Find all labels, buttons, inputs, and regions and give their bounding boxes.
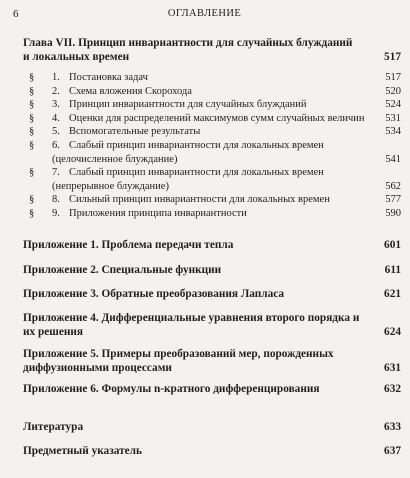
appendix-page: 601 bbox=[384, 239, 401, 251]
appendix-entry[interactable] bbox=[23, 311, 401, 339]
bibliography-page: 633 bbox=[384, 421, 401, 433]
section-sign: § bbox=[29, 139, 35, 151]
page-number: 6 bbox=[13, 8, 19, 20]
section-page: 534 bbox=[385, 126, 401, 138]
section-entry[interactable] bbox=[23, 98, 401, 112]
section-sign: § bbox=[29, 194, 35, 206]
section-page: 577 bbox=[385, 194, 401, 206]
section-page: 520 bbox=[385, 85, 401, 97]
section-title: Схема вложения Скорохода bbox=[69, 85, 192, 97]
section-number: 9. bbox=[52, 207, 60, 219]
section-entry[interactable] bbox=[23, 125, 401, 139]
section-number: 2. bbox=[52, 85, 60, 97]
section-entry[interactable] bbox=[23, 193, 401, 207]
section-entry[interactable] bbox=[23, 166, 401, 193]
section-sign: § bbox=[29, 85, 35, 97]
section-title: Приложения принципа инвариантности bbox=[69, 207, 247, 219]
section-entry[interactable] bbox=[23, 71, 401, 85]
page-header bbox=[13, 8, 396, 22]
section-page: 517 bbox=[385, 72, 401, 83]
section-sign: § bbox=[29, 112, 35, 124]
section-number: 6. bbox=[52, 139, 60, 151]
bibliography-entry[interactable] bbox=[23, 420, 401, 434]
section-title: Оценки для распределений максимумов сумм случайных величин bbox=[69, 112, 365, 124]
appendix-title: Приложение 6. Формулы n-кратного дифференцирования bbox=[23, 383, 320, 395]
section-entry[interactable] bbox=[23, 207, 401, 221]
section-title: Сильный принцип инвариантности для локальных времен bbox=[69, 194, 330, 206]
section-sign: § bbox=[29, 167, 35, 179]
section-title: Слабый принцип инвариантности для локальных времен (целочисленное блуждание) bbox=[52, 139, 324, 165]
section-title: Постановка задач bbox=[69, 72, 148, 83]
appendix-page: 621 bbox=[384, 288, 401, 300]
section-list bbox=[23, 71, 401, 221]
appendix-entry[interactable] bbox=[23, 238, 401, 252]
section-title: Принцип инвариантности для случайных блужданий bbox=[69, 99, 307, 111]
section-sign: § bbox=[29, 126, 35, 138]
section-number: 7. bbox=[52, 167, 60, 179]
appendix-page: 632 bbox=[384, 383, 401, 395]
section-number: 4. bbox=[52, 112, 60, 124]
section-entry[interactable] bbox=[23, 139, 401, 166]
index-title: Предметный указатель bbox=[23, 445, 142, 457]
section-title: Слабый принцип инвариантности для локальных времен (непрерывное блуждание) bbox=[52, 167, 324, 192]
running-head: ОГЛАВЛЕНИЕ bbox=[167, 8, 242, 19]
chapter-page: 517 bbox=[384, 51, 401, 63]
section-sign: § bbox=[29, 72, 35, 83]
section-page: 531 bbox=[385, 112, 401, 124]
chapter-entry[interactable] bbox=[23, 36, 401, 64]
section-page: 541 bbox=[385, 153, 401, 165]
appendix-title: Приложение 4. Дифференциальные уравнения второго порядка и их решения bbox=[23, 312, 360, 338]
section-title: Вспомогательные результаты bbox=[69, 126, 201, 138]
appendix-title: Приложение 1. Проблема передачи тепла bbox=[23, 239, 234, 251]
bibliography-title: Литература bbox=[23, 421, 84, 433]
section-number: 3. bbox=[52, 99, 60, 111]
appendix-page: 611 bbox=[384, 264, 401, 276]
section-number: 5. bbox=[52, 126, 60, 138]
index-entry[interactable] bbox=[23, 444, 401, 458]
appendix-page: 624 bbox=[384, 326, 401, 338]
section-number: 1. bbox=[52, 72, 60, 83]
section-sign: § bbox=[29, 99, 35, 111]
section-page: 590 bbox=[385, 207, 401, 219]
section-page: 562 bbox=[385, 180, 401, 192]
section-number: 8. bbox=[52, 194, 60, 206]
appendix-title: Приложение 3. Обратные преобразования Лапласа bbox=[23, 288, 285, 300]
section-sign: § bbox=[29, 207, 35, 219]
section-page: 524 bbox=[385, 99, 401, 111]
appendix-entry[interactable] bbox=[23, 347, 401, 375]
index-page: 637 bbox=[384, 445, 401, 457]
section-entry[interactable] bbox=[23, 112, 401, 126]
appendix-page: 631 bbox=[384, 362, 401, 374]
chapter-title: Глава VII. Принцип инвариантности для случайных блужданий и локальных времен bbox=[23, 37, 353, 63]
appendix-entry[interactable] bbox=[23, 263, 401, 277]
appendix-entry[interactable] bbox=[23, 287, 401, 301]
section-entry[interactable] bbox=[23, 85, 401, 99]
appendix-title: Приложение 2. Специальные функции bbox=[23, 264, 222, 276]
appendix-title: Приложение 5. Примеры преобразований мер, порожденных диффузионными процессами bbox=[23, 348, 334, 374]
appendix-entry[interactable] bbox=[23, 382, 401, 396]
